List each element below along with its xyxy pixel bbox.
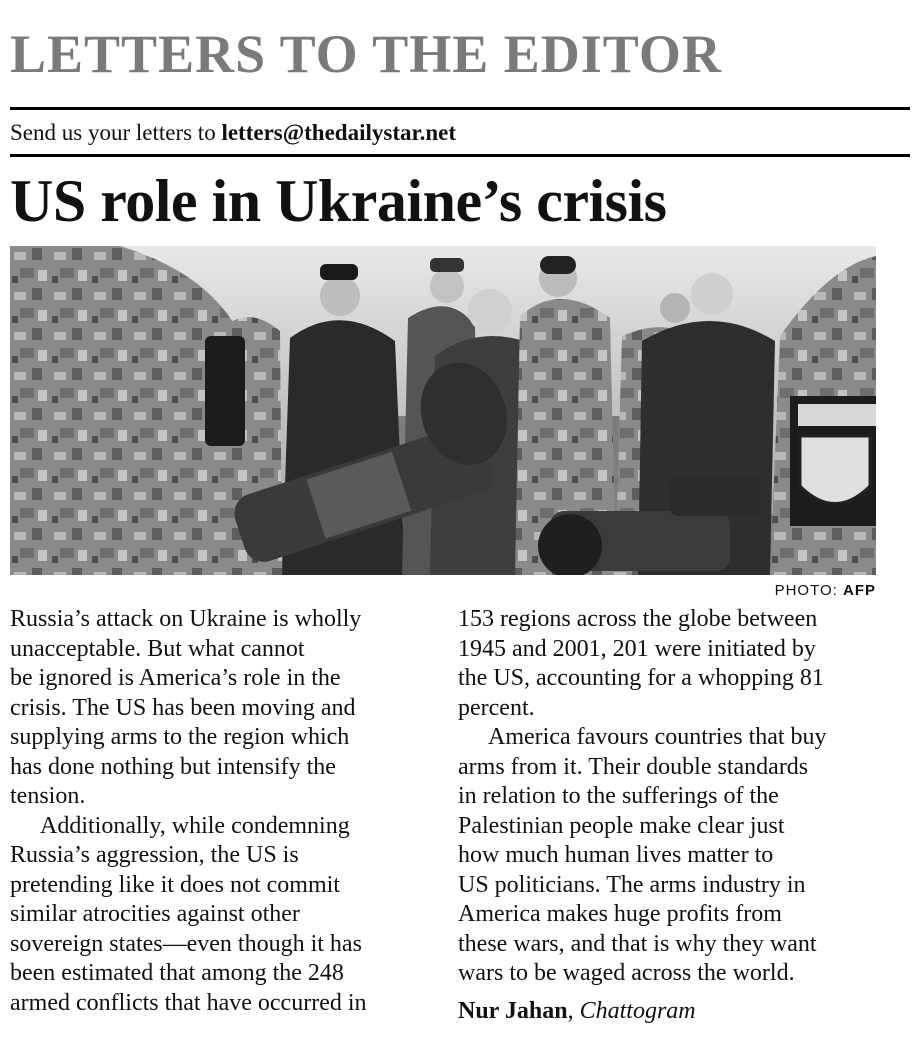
paragraph-1: Russia’s attack on Ukraine is wholly unacceptable. But what cannot be ignored is America’s role in the crisis. The US has been moving and supplying arms to the region which has done nothing but intensify the tension. <box>10 606 362 809</box>
paragraph-2-continued: 153 regions across the globe between 1945 and 2001, 201 were initiated by the US, accounting for a whopping 81 percent. <box>458 606 824 721</box>
contact-line <box>10 117 456 149</box>
article-headline: US role in Ukraine’s crisis <box>10 168 667 234</box>
photo-credit <box>775 580 876 602</box>
photo-illustration <box>10 246 876 575</box>
author-signature <box>458 997 888 1027</box>
contact-prefix: Send us your letters to <box>10 120 222 145</box>
article-column-left <box>10 605 435 1018</box>
top-rule <box>10 107 910 110</box>
section-title: LETTERS TO THE EDITOR <box>10 24 722 84</box>
paragraph-3: America favours countries that buy arms from it. Their double standards in relation to the sufferings of the Palestinian people make clear just how much human lives matter to US politicians. The arms industry in America makes huge profits from these wars, and that is why they want wars to be waged across the world. <box>458 724 827 986</box>
contact-email[interactable]: letters@thedailystar.net <box>221 120 456 145</box>
bottom-rule <box>10 154 910 157</box>
photo-credit-label: PHOTO: <box>774 582 838 599</box>
article-column-right <box>458 605 888 1026</box>
author-separator: , <box>567 997 580 1024</box>
photo-credit-source: AFP <box>843 582 876 599</box>
article-photo <box>10 246 876 575</box>
author-name: Nur Jahan <box>458 997 568 1024</box>
author-location: Chattogram <box>579 997 696 1024</box>
paragraph-2: Additionally, while condemning Russia’s aggression, the US is pretending like it does not commit similar atrocities against other sovereign states—even though it has been estimated that among the 248 armed conflicts that have occurred in <box>10 812 367 1016</box>
